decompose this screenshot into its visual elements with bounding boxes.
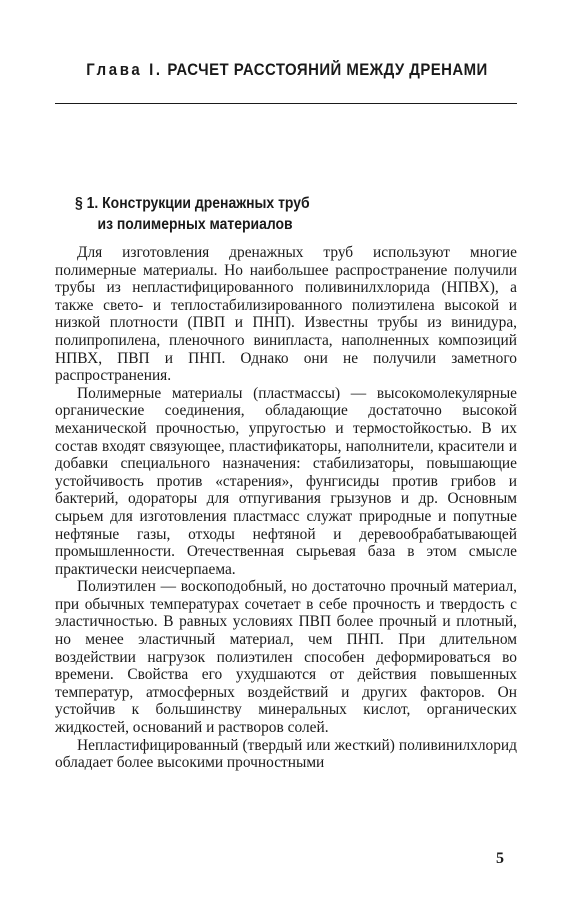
chapter-heading — [80, 60, 494, 80]
section-title-line1: Конструкции дренажных труб — [102, 195, 310, 212]
paragraph: Полимерные материалы (пластмассы) — высокомолекулярные органические соединения, обладающие достаточно высокой механической прочностью, упругостью и термостойкостью. В их состав входят связующее, пластификаторы, наполнители, красители и добавки специального назначения: стабилизаторы, повышающие устойчивость против «старения», фунгисиды против грибов и бактерий, одораторы для отпугивания грызунов и др. Основным сырьем для изготовления пластмасс служат природные и попутные нефтяные газы, отходы нефтяной и деревообрабатывающей промышленности. Отечественная сырьевая база в этом смысле практически неисчерпаема. — [55, 384, 517, 578]
section-number: § 1. — [75, 195, 99, 212]
body-text — [55, 244, 517, 772]
chapter-label: Глава I. — [86, 60, 163, 79]
heading-divider — [55, 103, 517, 104]
page-number: 5 — [496, 850, 504, 867]
section-heading — [75, 193, 310, 235]
paragraph: Для изготовления дренажных труб используют многие полимерные материалы. Но наибольшее распространение получили трубы из непластифицированного поливинилхлорида (НПВХ), а также свето- и теплостабилизированного полиэтилена высокой и низкой плотности (ПВП и ПНП). Известны трубы из винидура, полипропилена, пленочного винипласта, наполненных композиций НПВХ, ПВП и ПНП. Однако они не получили заметного распространения. — [55, 244, 517, 385]
paragraph: Непластифицированный (твердый или жесткий) поливинилхлорид обладает более высокими прочностными — [55, 736, 517, 772]
paragraph: Полиэтилен — воскоподобный, но достаточно прочный материал, при обычных температурах сочетает в себе прочность и твердость с эластичностью. В равных условиях ПВП более прочный и плотный, но менее эластичный материал, чем ПНП. При длительном воздействии нагрузок полиэтилен способен деформироваться во времени. Свойства его ухудшаются от действия повышенных температур, атмосферных воздействий и других факторов. Он устойчив к большинству минеральных кислот, органических жидкостей, оснований и растворов солей. — [55, 578, 517, 737]
chapter-title: РАСЧЕТ РАССТОЯНИЙ МЕЖДУ ДРЕНАМИ — [167, 60, 488, 79]
section-title-line2: из полимерных материалов — [97, 216, 293, 233]
